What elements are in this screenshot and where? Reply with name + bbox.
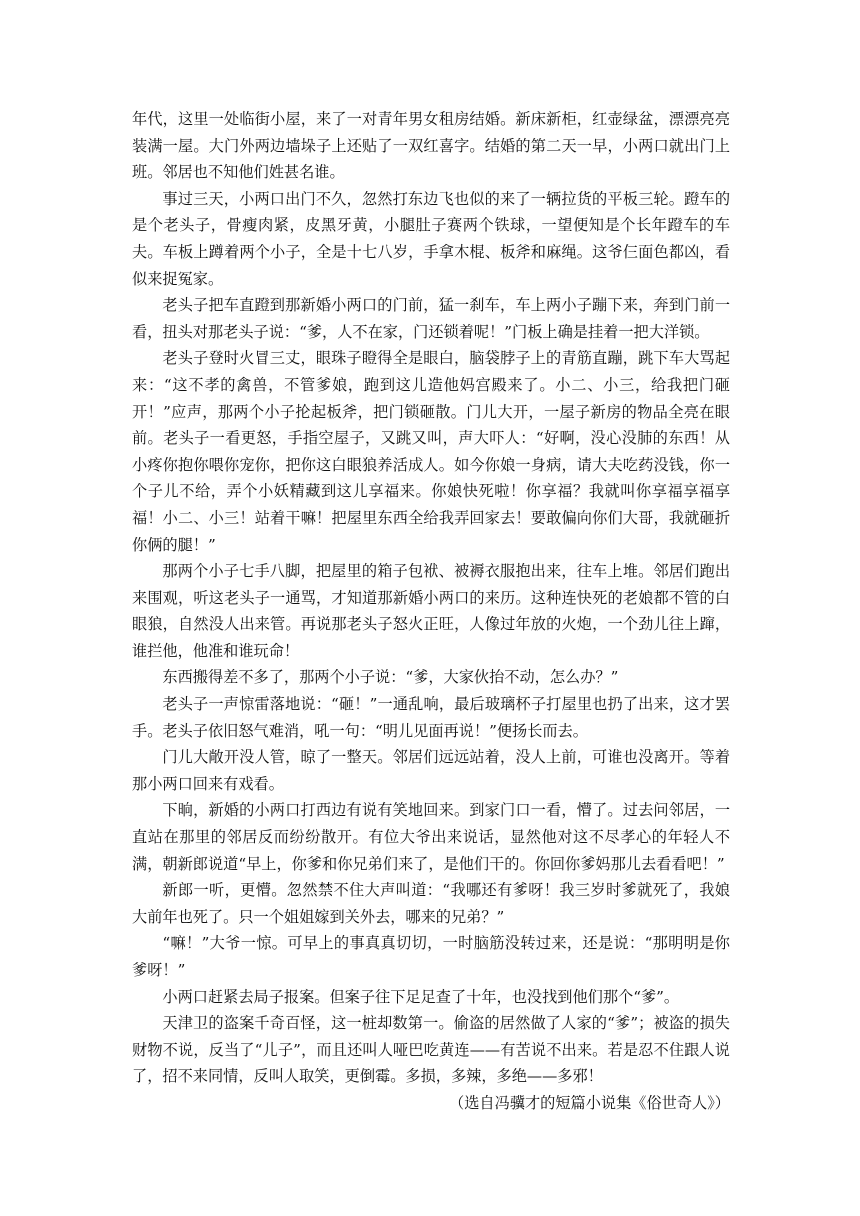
paragraph-4: 老头子登时火冒三丈，眼珠子瞪得全是眼白，脑袋脖子上的青筋直蹦，跳下车大骂起来：“这不孝的禽兽，不管爹娘，跑到这儿造他妈宫殿来了。小二、小三，给我把门砸开！”应声，那两个小子抡起板斧，把门锁砸散。门儿大开，一屋子新房的物品全亮在眼前。老头子一看更怒，手指空屋子，又跳又叫，声大吓人：“好啊，没心没肺的东西！从小疼你抱你喂你宠你，把你这白眼狼养活成人。如今你娘一身病，请大夫吃药没钱，你一个子儿不给，弄个小妖精藏到这儿享福来。你娘快死啦！你享福？我就叫你享福享福享福！小二、小三！站着干嘛！把屋里东西全给我弄回家去！要敢偏向你们大哥，我就砸折你俩的腿！” xyxy=(132,349,730,554)
paragraph-12: 小两口赶紧去局子报案。但案子往下足足查了十年，也没找到他们那个“爹”。 xyxy=(162,987,680,1006)
paragraph-10: 新郎一听，更懵。忽然禁不住大声叫道：“我哪还有爹呀！我三岁时爹就死了，我娘大前年也死了。只一个姐姐嫁到关外去，哪来的兄弟？” xyxy=(132,881,730,926)
paragraph-9: 下晌，新婚的小两口打西边有说有笑地回来。到家门口一看，懵了。过去问邻居，一直站在那里的邻居反而纷纷散开。有位大爷出来说话，显然他对这不尽孝心的年轻人不满，朝新郎说道“早上，你爹和你兄弟们来了，是他们干的。你回你爹妈那儿去看看吧！” xyxy=(132,801,730,873)
source-citation: （选自冯骥才的短篇小说集《俗世奇人》） xyxy=(449,1093,730,1112)
paragraph-13: 天津卫的盗案千奇百怪，这一桩却数第一。偷盗的居然做了人家的“爹”；被盗的损失财物不说，反当了“儿子”，而且还叫人哑巴吃黄连——有苦说不出来。若是忍不住跟人说了，招不来同情，反叫人取笑，更倒霉。多损，多辣，多绝——多邪！ xyxy=(132,1014,730,1086)
paragraph-8: 门儿大敞开没人管，晾了一整天。邻居们远远站着，没人上前，可谁也没离开。等着那小两口回来有戏看。 xyxy=(132,748,730,793)
paragraph-7: 老头子一声惊雷落地说：“砸！”一通乱响，最后玻璃杯子打屋里也扔了出来，这才罢手。老头子依旧怒气难消，吼一句：“明儿见面再说！”便扬长而去。 xyxy=(132,695,730,740)
paragraph-11: “嘛！”大爷一惊。可早上的事真真切切，一时脑筋没转过来，还是说：“那明明是你爹呀！” xyxy=(132,934,730,979)
document-page xyxy=(132,106,730,1117)
paragraph-3: 老头子把车直蹬到那新婚小两口的门前，猛一刹车，车上两小子蹦下来，奔到门前一看，扭头对那老头子说：“爹，人不在家，门还锁着呢！”门板上确是挂着一把大洋锁。 xyxy=(132,296,730,341)
paragraph-2: 事过三天，小两口出门不久，忽然打东边飞也似的来了一辆拉货的平板三轮。蹬车的是个老头子，骨瘦肉紧，皮黑牙黄，小腿肚子赛两个铁球，一望便知是个长年蹬车的车夫。车板上蹲着两个小子，全是十七八岁，手拿木棍、板斧和麻绳。这爷仨面色都凶，看似来捉冤家。 xyxy=(132,189,730,288)
paragraph-1: 年代，这里一处临街小屋，来了一对青年男女租房结婚。新床新柜，红壶绿盆，漂漂亮亮装满一屋。大门外两边墙垛子上还贴了一双红喜字。结婚的第二天一早，小两口就出门上班。邻居也不知他们姓甚名谁。 xyxy=(132,110,730,182)
paragraph-6: 东西搬得差不多了，那两个小子说：“爹，大家伙抬不动，怎么办？” xyxy=(162,668,619,687)
paragraph-5: 那两个小子七手八脚，把屋里的箱子包袱、被褥衣服抱出来，往车上堆。邻居们跑出来围观，听这老头子一通骂，才知道那新婚小两口的来历。这种连快死的老娘都不管的白眼狼，自然没人出来管。再说那老头子怒火正旺，人像过年放的火炮，一个劲儿往上蹿，谁拦他，他准和谁玩命！ xyxy=(132,562,730,660)
